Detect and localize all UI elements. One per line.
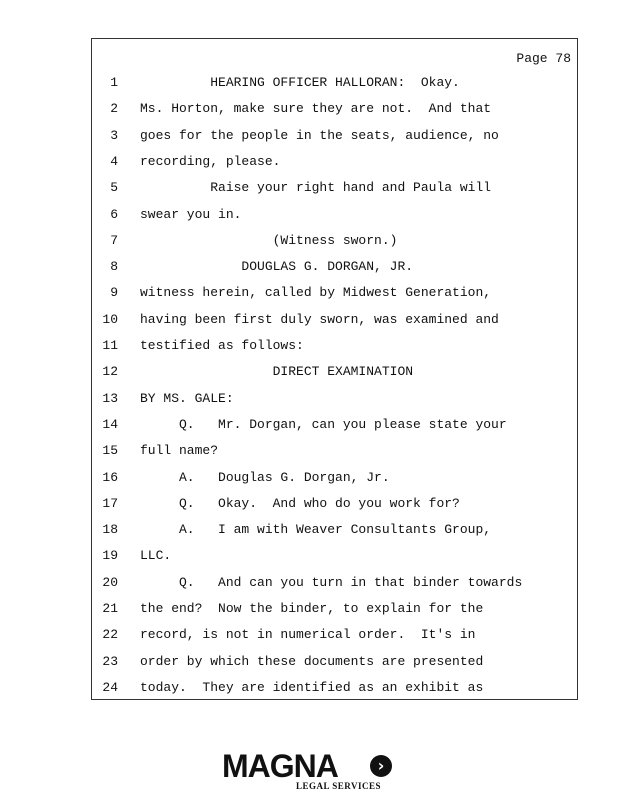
line-text: LLC.	[140, 548, 172, 564]
transcript-line	[92, 389, 572, 409]
line-number: 10	[102, 311, 118, 327]
line-number: 21	[102, 601, 118, 616]
line-number: 9	[110, 285, 118, 301]
transcript-line	[92, 126, 572, 146]
transcript-line	[92, 652, 572, 672]
transcript-line	[92, 599, 572, 619]
line-text: order by which these documents are presented	[140, 653, 484, 669]
line-text: goes for the people in the seats, audience, no	[140, 127, 499, 143]
line-number: 18	[102, 522, 118, 538]
line-text: Q. And can you turn in that binder towards	[140, 574, 523, 590]
line-number: 6	[110, 206, 118, 222]
line-number: 17	[102, 495, 118, 511]
line-text: full name?	[140, 443, 219, 459]
line-number: 7	[110, 232, 118, 248]
line-text: swear you in.	[140, 206, 242, 222]
transcript-line	[92, 205, 572, 225]
line-number: 15	[102, 443, 118, 459]
line-number: 8	[110, 259, 118, 275]
line-number: 1	[110, 75, 118, 90]
transcript-line	[92, 573, 572, 593]
line-text: the end? Now the binder, to explain for the	[140, 601, 484, 616]
transcript-line	[92, 99, 572, 119]
line-number: 23	[102, 653, 118, 669]
line-text: Q. Mr. Dorgan, can you please state your	[140, 416, 507, 432]
line-number: 2	[110, 101, 118, 117]
transcript-line	[92, 283, 572, 303]
line-number: 14	[102, 416, 118, 432]
line-text: witness herein, called by Midwest Generation,	[140, 285, 492, 301]
line-number: 4	[110, 153, 118, 169]
line-text: (Witness sworn.)	[140, 232, 398, 248]
line-text: Ms. Horton, make sure they are not. And that	[140, 101, 492, 117]
transcript-page	[91, 38, 578, 700]
line-number: 24	[102, 679, 118, 695]
line-text: record, is not in numerical order. It's in	[140, 627, 476, 643]
line-number: 19	[102, 548, 118, 564]
line-text: DIRECT EXAMINATION	[140, 364, 414, 380]
line-number: 11	[102, 338, 118, 353]
line-number: 20	[102, 574, 118, 590]
transcript-line	[92, 257, 572, 277]
line-text: DOUGLAS G. DORGAN, JR.	[140, 259, 414, 275]
line-text: recording, please.	[140, 153, 281, 169]
line-text: A. Douglas G. Dorgan, Jr.	[140, 469, 390, 485]
transcript-line	[92, 310, 572, 330]
line-text: BY MS. GALE:	[140, 390, 234, 406]
line-number: 5	[110, 180, 118, 196]
transcript-line	[92, 625, 572, 645]
magna-logo	[222, 748, 397, 794]
line-number: 3	[110, 127, 118, 143]
line-text: A. I am with Weaver Consultants Group,	[140, 522, 492, 538]
transcript-line	[92, 336, 572, 356]
page-number: Page 78	[516, 51, 571, 66]
transcript-line	[92, 494, 572, 514]
transcript-line	[92, 546, 572, 566]
logo-wordmark: MAGNA	[222, 748, 338, 784]
transcript-line	[92, 362, 572, 382]
line-text: today. They are identified as an exhibit as	[140, 679, 484, 695]
line-number: 13	[102, 390, 118, 406]
arrow-icon: ›	[370, 755, 392, 777]
transcript-line	[92, 468, 572, 488]
line-text: Q. Okay. And who do you work for?	[140, 495, 460, 511]
logo-subtitle: LEGAL SERVICES	[296, 781, 381, 791]
transcript-line	[92, 520, 572, 540]
transcript-line	[92, 441, 572, 461]
transcript-line	[92, 415, 572, 435]
transcript-line	[92, 73, 572, 93]
line-text: HEARING OFFICER HALLORAN: Okay.	[140, 75, 460, 90]
line-number: 22	[102, 627, 118, 643]
line-number: 16	[102, 469, 118, 485]
transcript-line	[92, 152, 572, 172]
transcript-line	[92, 231, 572, 251]
line-text: having been first duly sworn, was examined and	[140, 311, 499, 327]
transcript-line	[92, 678, 572, 698]
line-text: testified as follows:	[140, 338, 304, 353]
line-number: 12	[102, 364, 118, 380]
line-text: Raise your right hand and Paula will	[140, 180, 492, 196]
transcript-line	[92, 178, 572, 198]
